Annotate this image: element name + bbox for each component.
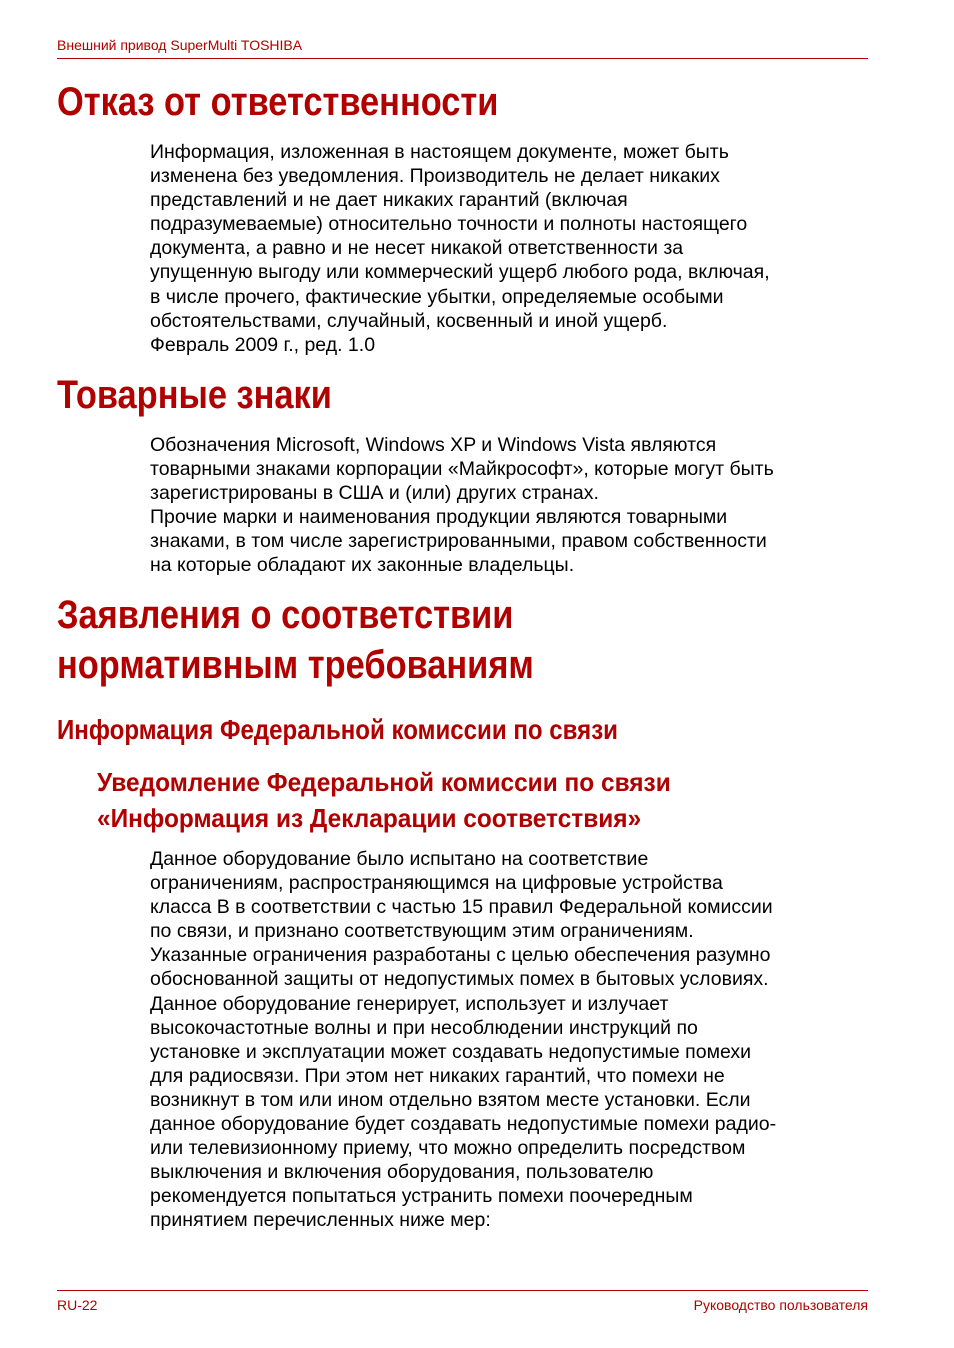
- text-line: обстоятельствами, случайный, косвенный и иной ущерб.: [150, 309, 668, 332]
- text-line: на которые обладают их законные владельцы.: [150, 554, 575, 577]
- text-line: Указанные ограничения разработаны с целью обеспечения разумно: [150, 944, 771, 967]
- text-line: выключения и включения оборудования, пользователю: [150, 1161, 654, 1184]
- running-header: Внешний привод SuperMulti TOSHIBA: [57, 37, 303, 53]
- text-line: рекомендуется попытаться устранить помехи поочередным: [150, 1185, 693, 1208]
- text-line: в числе прочего, фактические убытки, определяемые особыми: [150, 285, 724, 308]
- text-line: ограничениям, распространяющимся на цифровые устройства: [150, 872, 723, 895]
- text-line: подразумеваемые) относительно точности и полноты настоящего: [150, 213, 748, 236]
- compliance-heading-line1: Заявления о соответствии: [57, 593, 514, 637]
- trademarks-paragraph: [150, 433, 774, 578]
- header-divider: [57, 58, 868, 59]
- text-line: высокочастотные волны и при несоблюдении инструкций по: [150, 1016, 698, 1039]
- disclaimer-heading: Отказ от ответственности: [57, 80, 499, 124]
- text-line: представлений и не дает никаких гарантий (включая: [150, 189, 628, 212]
- text-line: для радиосвязи. При этом нет никаких гарантий, что помехи не: [150, 1064, 725, 1087]
- fcc-notice-heading-line2: «Информация из Декларации соответствия»: [97, 803, 642, 833]
- revision-date: Февраль 2009 г., ред. 1.0: [150, 333, 376, 356]
- page-number: RU-22: [57, 1297, 98, 1313]
- text-line: упущенную выгоду или коммерческий ущерб любого рода, включая,: [150, 261, 770, 284]
- trademarks-heading: Товарные знаки: [57, 373, 332, 417]
- text-line: зарегистрированы в США и (или) других странах.: [150, 482, 599, 505]
- text-line: или телевизионному приему, что можно определить посредством: [150, 1137, 746, 1160]
- disclaimer-paragraph: [150, 140, 770, 357]
- text-line: по связи, и признано соответствующим этим ограничениям.: [150, 920, 694, 943]
- text-line: изменена без уведомления. Производитель не делает никаких: [150, 165, 720, 188]
- footer-divider: [57, 1290, 868, 1291]
- text-line: Информация, изложенная в настоящем документе, может быть: [150, 141, 729, 163]
- text-line: обоснованной защиты от недопустимых помех в бытовых условиях.: [150, 968, 769, 991]
- text-line: товарными знаками корпорации «Майкрософт», которые могут быть: [150, 458, 774, 481]
- text-line: установке и эксплуатации может создавать недопустимые помехи: [150, 1040, 752, 1063]
- text-line: класса B в соответствии с частью 15 правил Федеральной комиссии: [150, 896, 773, 919]
- text-line: знаками, в том числе зарегистрированными, правом собственности: [150, 530, 767, 553]
- text-line: принятием перечисленных ниже мер:: [150, 1209, 491, 1232]
- text-line: Прочие марки и наименования продукции являются товарными: [150, 506, 728, 529]
- text-line: возникнут в том или ином отдельно взятом месте установки. Если: [150, 1088, 751, 1111]
- text-line: Данное оборудование генерирует, использует и излучает: [150, 992, 669, 1015]
- text-line: Данное оборудование было испытано на соответствие: [150, 848, 649, 870]
- text-line: Обозначения Microsoft, Windows XP и Windows Vista являются: [150, 434, 717, 456]
- fcc-notice-paragraph: [150, 847, 776, 1233]
- fcc-info-heading: Информация Федеральной комиссии по связи: [57, 714, 618, 745]
- footer-doc-title: Руководство пользователя: [693, 1297, 868, 1313]
- compliance-heading-line2: нормативным требованиям: [57, 643, 534, 687]
- text-line: документа, а равно и не несет никакой ответственности за: [150, 237, 684, 260]
- text-line: данное оборудование будет создавать недопустимые помехи радио-: [150, 1113, 777, 1136]
- fcc-notice-heading-line1: Уведомление Федеральной комиссии по связи: [97, 767, 671, 797]
